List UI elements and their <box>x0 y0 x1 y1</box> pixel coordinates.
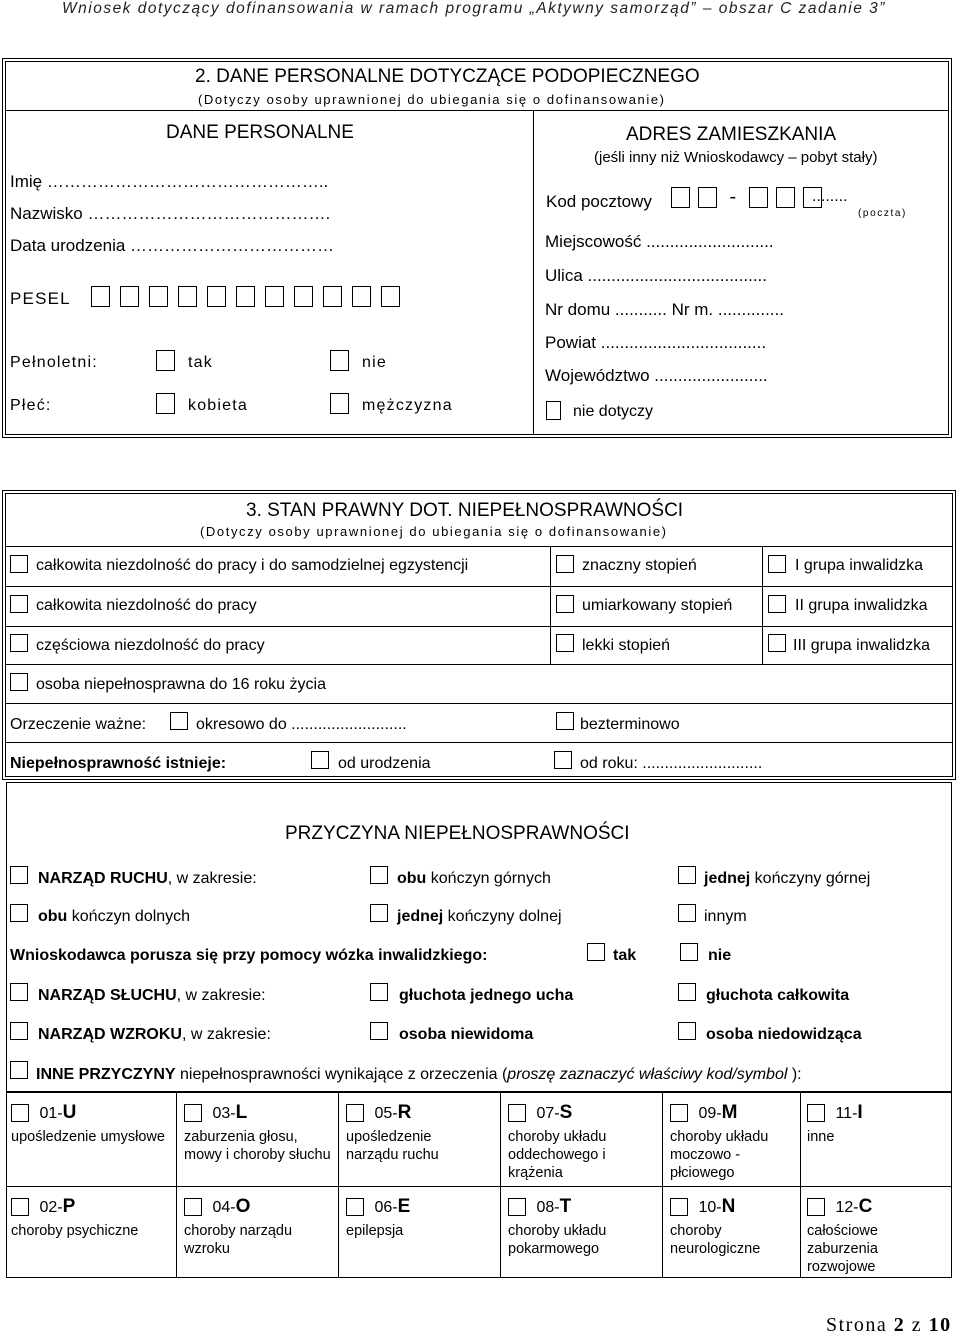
group-1-checkbox[interactable] <box>768 555 786 573</box>
code-O-description: choroby narządu wzroku <box>184 1223 293 1257</box>
periodic-until-field[interactable]: okresowo do .......................... <box>196 716 407 733</box>
total-deaf-label: głuchota całkowita <box>706 987 850 1004</box>
code-N: 10-N <box>670 1196 735 1218</box>
pesel-input[interactable] <box>91 286 400 307</box>
house-number-field[interactable]: Nr domu ........... Nr m. .............. <box>545 300 784 319</box>
code-S: 07-S <box>508 1102 572 1124</box>
code-O-checkbox[interactable] <box>184 1198 202 1216</box>
code-C-checkbox[interactable] <box>807 1198 825 1216</box>
last-name-field[interactable]: Nazwisko ……………………………………. <box>10 204 331 223</box>
section-3-title: 3. STAN PRAWNY DOT. NIEPEŁNOSPRAWNOŚCI <box>246 500 684 521</box>
code-N-checkbox[interactable] <box>670 1198 688 1216</box>
wheelchair-question: Wnioskodawca porusza się przy pomocy wózka inwalidzkiego: <box>10 947 488 964</box>
county-field[interactable]: Powiat ................................... <box>545 333 767 352</box>
code-M: 09-M <box>670 1102 737 1124</box>
code-M-checkbox[interactable] <box>670 1104 688 1122</box>
group-3-label: III grupa inwalidzka <box>793 637 930 654</box>
group-2-checkbox[interactable] <box>768 595 786 613</box>
motor-organ-label: NARZĄD RUCHU, w zakresie: <box>38 870 257 887</box>
certificate-valid-label: Orzeczenie ważne: <box>10 716 147 733</box>
since-year-checkbox[interactable] <box>554 751 572 769</box>
code-I: 11-I <box>807 1102 863 1124</box>
voivodeship-field[interactable]: Województwo ........................ <box>545 366 768 385</box>
indefinite-label: bezterminowo <box>580 716 680 733</box>
visually-impaired-label: osoba niedowidząca <box>706 1026 862 1043</box>
hearing-organ-label: NARZĄD SŁUCHU, w zakresie: <box>38 987 266 1004</box>
one-upper-label: jednej kończyny górnej <box>704 870 871 887</box>
code-O: 04-O <box>184 1196 250 1218</box>
moderate-degree-label: umiarkowany stopień <box>582 597 733 614</box>
street-field[interactable]: Ulica ...................................... <box>545 266 767 285</box>
cause-title: PRZYCZYNA NIEPEŁNOSPRAWNOŚCI <box>285 823 630 844</box>
since-birth-checkbox[interactable] <box>311 751 329 769</box>
code-P: 02-P <box>11 1196 75 1218</box>
code-S-checkbox[interactable] <box>508 1104 526 1122</box>
birth-date-field[interactable]: Data urodzenia ……………………………… <box>10 236 335 255</box>
hearing-organ-checkbox[interactable] <box>10 983 28 1001</box>
visually-impaired-checkbox[interactable] <box>678 1022 696 1040</box>
code-U: 01-U <box>11 1102 76 1124</box>
incapacity-full-checkbox[interactable] <box>10 555 28 573</box>
postal-code-label: Kod pocztowy <box>546 192 652 211</box>
sex-female-label: kobieta <box>188 397 248 414</box>
under-16-checkbox[interactable] <box>10 673 28 691</box>
code-E: 06-E <box>346 1196 410 1218</box>
adult-no-label: nie <box>362 354 387 371</box>
wheelchair-no-checkbox[interactable] <box>680 943 698 961</box>
code-C: 12-C <box>807 1196 872 1218</box>
code-M-description: choroby układu moczowo - płciowego <box>670 1129 769 1181</box>
not-applicable-label: nie dotyczy <box>573 403 654 420</box>
code-P-description: choroby psychiczne <box>11 1223 139 1239</box>
light-degree-label: lekki stopień <box>582 637 671 654</box>
incapacity-work-label: całkowita niezdolność do pracy <box>36 597 257 614</box>
both-upper-label: obu kończyn górnych <box>397 870 551 887</box>
sex-label: Płeć: <box>10 397 52 414</box>
vision-organ-label: NARZĄD WZROKU, w zakresie: <box>38 1026 271 1043</box>
incapacity-partial-label: częściowa niezdolność do pracy <box>36 637 265 654</box>
other-motor-checkbox[interactable] <box>678 904 696 922</box>
group-1-label: I grupa inwalidzka <box>795 557 924 574</box>
code-I-description: inne <box>807 1129 835 1145</box>
postal-city-field[interactable]: ........ <box>812 188 848 205</box>
code-C-description: całościowe zaburzenia rozwojowe <box>807 1223 878 1275</box>
personal-data-heading: DANE PERSONALNE <box>166 122 354 143</box>
code-T-checkbox[interactable] <box>508 1198 526 1216</box>
pesel-label: PESEL <box>10 289 71 308</box>
code-P-checkbox[interactable] <box>11 1198 29 1216</box>
code-N-description: choroby neurologiczne <box>670 1223 761 1257</box>
wheelchair-yes-label: tak <box>613 947 637 964</box>
postal-code-dash: - <box>729 186 737 208</box>
code-S-description: choroby układu oddechowego i krążenia <box>508 1129 607 1181</box>
vision-organ-checkbox[interactable] <box>10 1022 28 1040</box>
section-2-title: 2. DANE PERSONALNE DOTYCZĄCE PODOPIECZNEGO <box>195 66 700 87</box>
code-R: 05-R <box>346 1102 411 1124</box>
since-year-field[interactable]: od roku: ........................... <box>580 755 763 772</box>
code-T-description: choroby układu pokarmowego <box>508 1223 607 1257</box>
wheelchair-yes-checkbox[interactable] <box>587 943 605 961</box>
document-header: Wniosek dotyczący dofinansowania w ramach programu „Aktywny samorząd” – obszar C zadanie 3” <box>62 0 886 17</box>
both-upper-checkbox[interactable] <box>370 866 388 884</box>
one-upper-checkbox[interactable] <box>678 866 696 884</box>
city-field[interactable]: Miejscowość ........................... <box>545 232 774 251</box>
address-subheading: (jeśli inny niż Wnioskodawcy – pobyt stały) <box>594 149 878 166</box>
sex-female-checkbox[interactable] <box>156 393 175 414</box>
one-lower-checkbox[interactable] <box>370 904 388 922</box>
both-lower-checkbox[interactable] <box>10 904 28 922</box>
other-causes-label: INNE PRZYCZYNY niepełnosprawności wynikające z orzeczenia (proszę zaznaczyć właściwy kod/symbol ): <box>36 1066 802 1083</box>
incapacity-full-label: całkowita niezdolność do pracy i do samodzielnej egzystencji <box>36 557 469 574</box>
incapacity-work-checkbox[interactable] <box>10 595 28 613</box>
address-heading: ADRES ZAMIESZKANIA <box>626 124 837 145</box>
adult-label: Pełnoletni: <box>10 354 98 371</box>
blind-checkbox[interactable] <box>370 1022 388 1040</box>
code-L: 03-L <box>184 1102 247 1124</box>
one-ear-deaf-label: głuchota jednego ucha <box>399 987 574 1004</box>
group-2-label: II grupa inwalidzka <box>795 597 928 614</box>
both-lower-label: obu kończyn dolnych <box>38 908 191 925</box>
adult-yes-label: tak <box>188 354 213 371</box>
code-E-description: epilepsja <box>346 1223 404 1239</box>
group-3-checkbox[interactable] <box>768 634 786 652</box>
code-L-description: zaburzenia głosu, mowy i choroby słuchu <box>184 1129 331 1163</box>
code-R-description: upośledzenie narządu ruchu <box>346 1129 439 1163</box>
motor-organ-checkbox[interactable] <box>10 866 28 884</box>
section-3-subtitle: (Dotyczy osoby uprawnionej do ubiegania się o dofinansowanie) <box>200 524 668 539</box>
other-causes-checkbox[interactable] <box>10 1061 28 1079</box>
under-16-label: osoba niepełnosprawna do 16 roku życia <box>36 676 326 693</box>
blind-label: osoba niewidoma <box>399 1026 534 1043</box>
moderate-degree-checkbox[interactable] <box>556 595 574 613</box>
sex-male-label: mężczyzna <box>362 397 453 414</box>
code-L-checkbox[interactable] <box>184 1104 202 1122</box>
code-U-checkbox[interactable] <box>11 1104 29 1122</box>
one-ear-deaf-checkbox[interactable] <box>370 983 388 1001</box>
light-degree-checkbox[interactable] <box>556 634 574 652</box>
code-I-checkbox[interactable] <box>807 1104 825 1122</box>
since-birth-label: od urodzenia <box>338 755 431 772</box>
adult-yes-checkbox[interactable] <box>156 350 175 371</box>
code-E-checkbox[interactable] <box>346 1198 364 1216</box>
postal-code-input[interactable] <box>671 186 822 209</box>
severe-degree-label: znaczny stopień <box>582 557 697 574</box>
total-deaf-checkbox[interactable] <box>678 983 696 1001</box>
not-applicable-checkbox[interactable] <box>546 401 561 420</box>
post-office-label: (poczta) <box>858 208 907 219</box>
sex-male-checkbox[interactable] <box>330 393 349 414</box>
code-U-description: upośledzenie umysłowe <box>11 1129 165 1145</box>
periodic-checkbox[interactable] <box>170 712 188 730</box>
page-number: Strona 2 z 10 <box>826 1314 952 1334</box>
section-2-subtitle: (Dotyczy osoby uprawnionej do ubiegania się o dofinansowanie) <box>198 92 666 107</box>
one-lower-label: jednej kończyny dolnej <box>397 908 562 925</box>
severe-degree-checkbox[interactable] <box>556 555 574 573</box>
disability-exists-label: Niepełnosprawność istnieje: <box>10 755 227 772</box>
first-name-field[interactable]: Imię ………………………………………….. <box>10 172 329 191</box>
incapacity-partial-checkbox[interactable] <box>10 634 28 652</box>
code-T: 08-T <box>508 1196 571 1218</box>
indefinite-checkbox[interactable] <box>556 712 574 730</box>
adult-no-checkbox[interactable] <box>330 350 349 371</box>
other-motor-label: innym <box>704 908 747 925</box>
code-R-checkbox[interactable] <box>346 1104 364 1122</box>
wheelchair-no-label: nie <box>708 947 732 964</box>
